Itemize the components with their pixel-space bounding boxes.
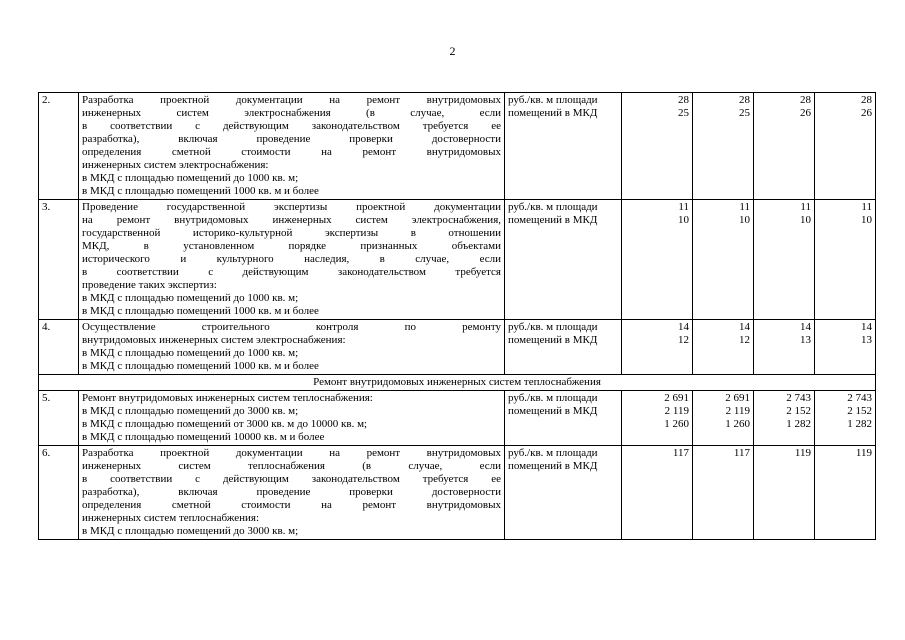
description-line: в соответствии с действующим законодательством требуется ее [82, 120, 501, 132]
description-line: внутридомовых инженерных систем электроснабжения: [82, 334, 346, 346]
value: 13 [800, 334, 811, 346]
description-line: Разработка проектной документации на ремонт внутридомовых [82, 447, 501, 459]
value-cell [754, 391, 815, 446]
description-line: в МКД с площадью помещений до 3000 кв. м; [82, 405, 299, 417]
unit-of-measure: руб./кв. м площади помещений в МКД [505, 200, 622, 320]
description-line: в соответствии с действующим законодательством требуется ее [82, 473, 501, 485]
value-cell [754, 93, 815, 200]
description-line: инженерных систем теплоснабжения: [82, 512, 259, 524]
value: 12 [739, 334, 750, 346]
value: 2 691 [725, 392, 750, 404]
value: 28 [861, 94, 872, 106]
table-row [39, 391, 876, 446]
description-line: Осуществление строительного контроля по ремонту [82, 321, 501, 333]
value-cell [622, 320, 693, 375]
value-cell [622, 93, 693, 200]
value: 10 [800, 214, 811, 226]
description-line: МКД, в установленном порядке признанных объектами [82, 240, 501, 252]
description-line: в МКД с площадью помещений 10000 кв. м и более [82, 431, 325, 443]
description-line: в МКД с площадью помещений от 3000 кв. м до 10000 кв. м; [82, 418, 368, 430]
value-cell [815, 320, 876, 375]
unit-of-measure: руб./кв. м площади помещений в МКД [505, 320, 622, 375]
value: 25 [678, 107, 689, 119]
description-line: разработка), включая проведение проверки достоверности [82, 133, 501, 145]
value: 11 [800, 201, 811, 213]
value-cell [754, 320, 815, 375]
value: 10 [861, 214, 872, 226]
description-line: определения сметной стоимости на ремонт внутридомовых [82, 499, 501, 511]
value-cell [754, 446, 815, 540]
page-number: 2 [449, 44, 456, 58]
description-line: инженерных систем электроснабжения: [82, 159, 269, 171]
value: 117 [733, 447, 750, 459]
row-number: 3. [39, 200, 79, 320]
value: 2 743 [786, 392, 811, 404]
value: 10 [678, 214, 689, 226]
description-line: в МКД с площадью помещений до 1000 кв. м; [82, 172, 299, 184]
value: 11 [739, 201, 750, 213]
row-description [79, 446, 505, 540]
value-cell [815, 446, 876, 540]
section-heading: Ремонт внутридомовых инженерных систем теплоснабжения [39, 375, 876, 391]
description-line: проведение таких экспертиз: [82, 279, 217, 291]
row-number: 6. [39, 446, 79, 540]
description-line: разработка), включая проведение проверки достоверности [82, 486, 501, 498]
description-line: Разработка проектной документации на ремонт внутридомовых [82, 94, 501, 106]
table-row [39, 446, 876, 540]
value-cell [815, 200, 876, 320]
value: 119 [794, 447, 811, 459]
description-line: в МКД с площадью помещений до 1000 кв. м; [82, 347, 299, 359]
table-row [39, 200, 876, 320]
value: 1 282 [847, 418, 872, 430]
value: 119 [855, 447, 872, 459]
value-cell [693, 391, 754, 446]
value: 11 [678, 201, 689, 213]
unit-of-measure: руб./кв. м площади помещений в МКД [505, 93, 622, 200]
value: 2 743 [847, 392, 872, 404]
description-line: инженерных систем электроснабжения (в случае, если [82, 107, 501, 119]
table-body [39, 93, 876, 540]
description-line: в МКД с площадью помещений до 3000 кв. м; [82, 525, 299, 537]
row-number: 4. [39, 320, 79, 375]
tariff-table [38, 92, 876, 540]
description-line: Ремонт внутридомовых инженерных систем теплоснабжения: [82, 392, 373, 404]
row-description [79, 200, 505, 320]
description-line: Проведение государственной экспертизы проектной документации [82, 201, 501, 213]
value: 1 260 [664, 418, 689, 430]
value: 25 [739, 107, 750, 119]
row-number: 5. [39, 391, 79, 446]
value: 14 [739, 321, 750, 333]
unit-of-measure: руб./кв. м площади помещений в МКД [505, 446, 622, 540]
row-description [79, 93, 505, 200]
row-description [79, 391, 505, 446]
value-cell [622, 200, 693, 320]
row-description [79, 320, 505, 375]
description-line: в МКД с площадью помещений 1000 кв. м и более [82, 185, 319, 197]
value: 1 282 [786, 418, 811, 430]
value: 14 [861, 321, 872, 333]
value: 12 [678, 334, 689, 346]
table-row [39, 320, 876, 375]
description-line: в соответствии с действующим законодательством требуется [82, 266, 501, 278]
value-cell [815, 391, 876, 446]
value: 14 [800, 321, 811, 333]
description-line: в МКД с площадью помещений 1000 кв. м и более [82, 305, 319, 317]
value: 11 [861, 201, 872, 213]
description-line: на ремонт внутридомовых инженерных систем электроснабжения, [82, 214, 501, 226]
description-line: в МКД с площадью помещений 1000 кв. м и более [82, 360, 319, 372]
value: 1 260 [725, 418, 750, 430]
description-line: исторического и культурного наследия, в случае, если [82, 253, 501, 265]
value: 13 [861, 334, 872, 346]
value: 28 [678, 94, 689, 106]
value: 2 119 [725, 405, 750, 417]
value: 2 691 [664, 392, 689, 404]
value-cell [754, 200, 815, 320]
value-cell [693, 93, 754, 200]
description-line: в МКД с площадью помещений до 1000 кв. м; [82, 292, 299, 304]
value: 10 [739, 214, 750, 226]
unit-of-measure: руб./кв. м площади помещений в МКД [505, 391, 622, 446]
value-cell [622, 391, 693, 446]
value: 2 152 [847, 405, 872, 417]
value: 28 [739, 94, 750, 106]
value-cell [693, 320, 754, 375]
value: 2 152 [786, 405, 811, 417]
row-number: 2. [39, 93, 79, 200]
value-cell [815, 93, 876, 200]
description-line: государственной историко-культурной экспертизы в отношении [82, 227, 501, 239]
value: 26 [800, 107, 811, 119]
value: 14 [678, 321, 689, 333]
section-row [39, 375, 876, 391]
description-line: определения сметной стоимости на ремонт внутридомовых [82, 146, 501, 158]
value: 26 [861, 107, 872, 119]
description-line: инженерных систем теплоснабжения (в случае, если [82, 460, 501, 472]
value: 2 119 [664, 405, 689, 417]
value: 28 [800, 94, 811, 106]
value-cell [693, 446, 754, 540]
table-row [39, 93, 876, 200]
value: 117 [672, 447, 689, 459]
value-cell [622, 446, 693, 540]
value-cell [693, 200, 754, 320]
